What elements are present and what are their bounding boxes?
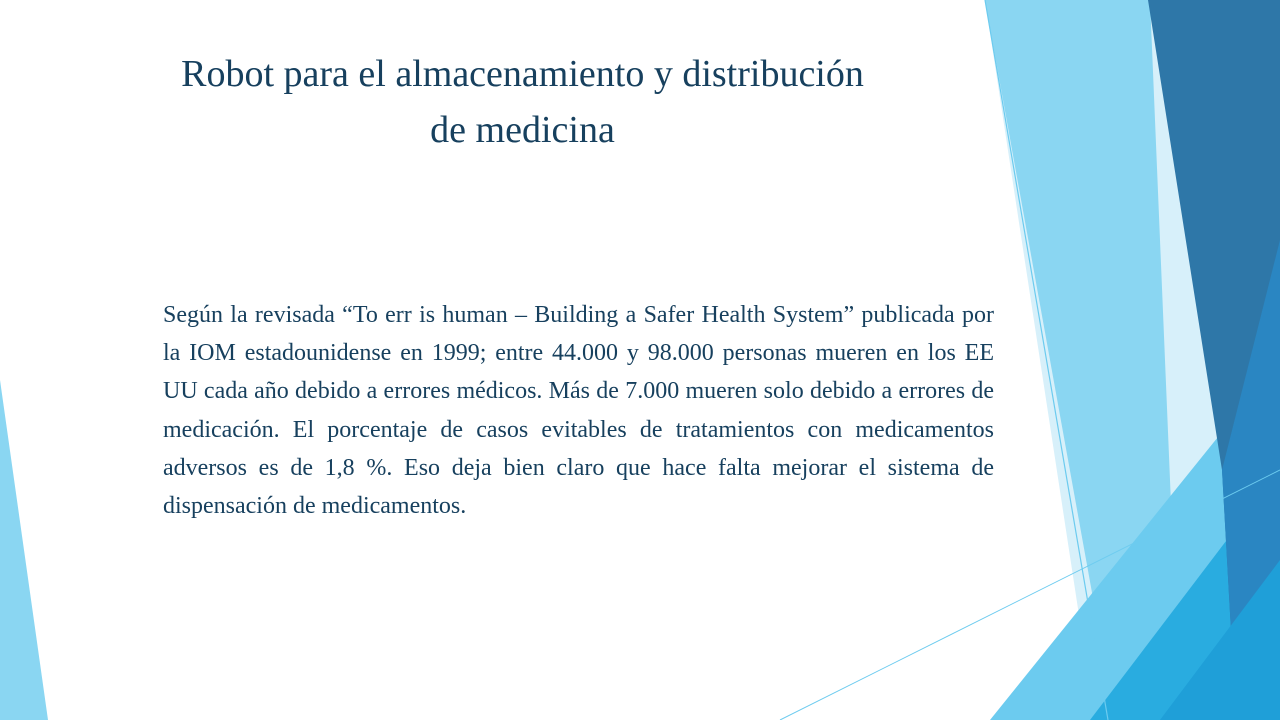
left-accent-shape [0,380,48,720]
slide-title [60,46,985,158]
slide-body-paragraph: Según la revisada “To err is human – Building a Safer Health System” publicada por la IOM estadounidense en 1999; entre 44.000 y 98.000 personas mueren en los EE UU cada año debido a errores médicos. Más de 7.000 mueren solo debido a errores de medicación. El porcentaje de casos evitables de tratamientos con medicamentos adversos es de 1,8 %. Eso deja bien claro que hace falta mejorar el sistema de dispensación de medicamentos. [163,302,994,520]
slide-title-line-2: de medicina [430,109,615,151]
slide-title-line-1: Robot para el almacenamiento y distribución [181,53,864,95]
